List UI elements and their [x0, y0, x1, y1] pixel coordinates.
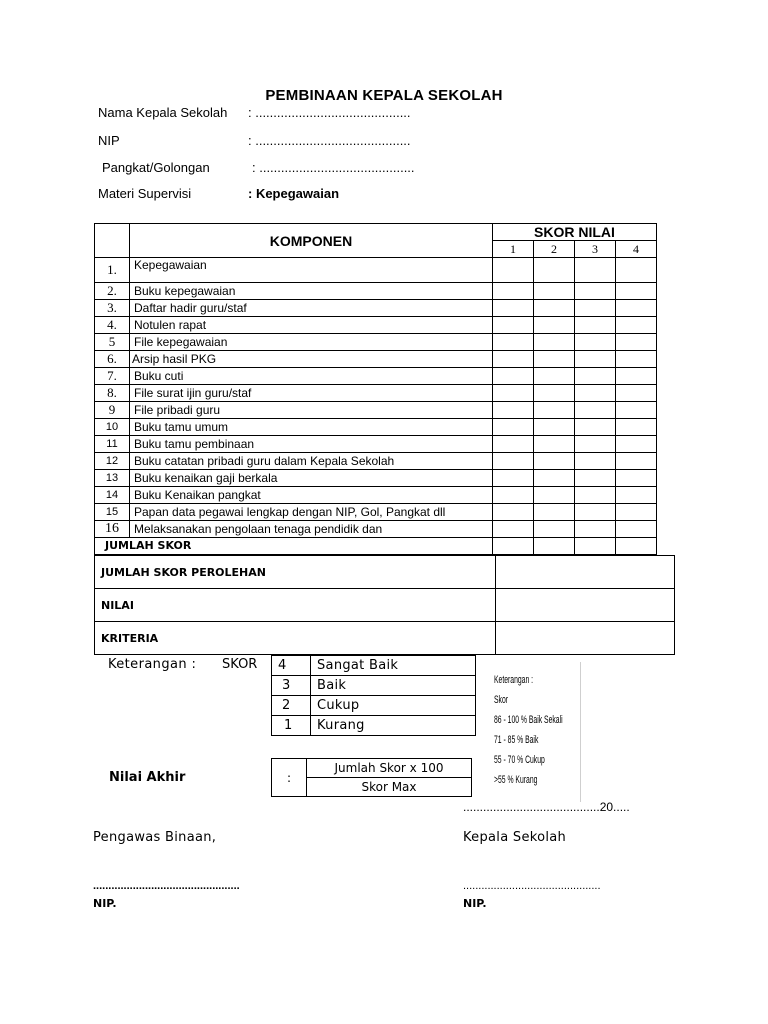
score-cell	[493, 470, 534, 487]
field-label-nama: Nama Kepala Sekolah	[98, 105, 228, 120]
date-line: .........................................20.....	[463, 800, 630, 814]
row-number: 4.	[95, 317, 130, 334]
row-component: Buku kenaikan gaji berkala	[130, 470, 493, 487]
row-component: File pribadi guru	[130, 402, 493, 419]
score-cell	[575, 504, 616, 521]
skor-value: 4	[272, 656, 311, 676]
score-cell	[616, 351, 657, 368]
score-cell	[493, 504, 534, 521]
table-row	[95, 317, 657, 334]
side-note-line: Keterangan :	[494, 674, 534, 686]
row-component: Arsip hasil PKG	[130, 351, 493, 368]
row-number: 7.	[95, 368, 130, 385]
table-row	[95, 436, 657, 453]
score-cell	[616, 470, 657, 487]
row-number: 2.	[95, 283, 130, 300]
score-cell	[534, 334, 575, 351]
side-note-line: 86 - 100 % Baik Sekali	[494, 714, 563, 726]
score-cell	[493, 436, 534, 453]
score-cell	[575, 419, 616, 436]
row-number: 11	[95, 436, 130, 453]
score-cell	[534, 470, 575, 487]
skor-value: 2	[272, 696, 311, 716]
nilai-akhir-formula	[271, 758, 472, 797]
field-label-pangkat: Pangkat/Golongan	[102, 160, 210, 175]
score-cell	[575, 470, 616, 487]
keterangan-table	[271, 655, 476, 736]
row-component: Daftar hadir guru/staf	[130, 300, 493, 317]
score-cell	[534, 487, 575, 504]
right-nip-label: NIP.	[463, 897, 487, 910]
summary-value-cell	[496, 556, 675, 589]
table-row	[95, 453, 657, 470]
score-cell	[534, 368, 575, 385]
field-value-pangkat: : ...........................................	[252, 160, 415, 175]
formula-denominator: Skor Max	[307, 778, 472, 797]
row-component: File kepegawaian	[130, 334, 493, 351]
summary-value-cell	[496, 589, 675, 622]
field-label-nip: NIP	[98, 133, 120, 148]
score-cell	[575, 385, 616, 402]
field-label-materi: Materi Supervisi	[98, 186, 192, 201]
score-cell	[575, 258, 616, 283]
side-note-line: >55 % Kurang	[494, 774, 538, 786]
score-cell	[493, 385, 534, 402]
summary-table	[94, 555, 675, 655]
score-cell	[493, 419, 534, 436]
score-cell	[493, 368, 534, 385]
score-cell	[534, 283, 575, 300]
table-row	[95, 258, 657, 283]
table-row	[95, 283, 657, 300]
keterangan-label: Keterangan :	[108, 657, 197, 672]
score-cell	[493, 283, 534, 300]
left-nip-label: NIP.	[93, 897, 117, 910]
nilai-akhir-label: Nilai Akhir	[109, 770, 186, 785]
page-title: PEMBINAAN KEPALA SEKOLAH	[265, 87, 503, 104]
score-cell	[616, 334, 657, 351]
table-row	[95, 368, 657, 385]
table-row	[95, 521, 657, 538]
score-cell	[575, 487, 616, 504]
score-cell	[493, 521, 534, 538]
score-cell	[575, 300, 616, 317]
row-number: 3.	[95, 300, 130, 317]
row-number: 14	[95, 487, 130, 504]
table-row	[95, 504, 657, 521]
score-cell	[493, 538, 534, 555]
row-component: Melaksanakan pengolaan tenaga pendidik dan	[130, 521, 493, 538]
summary-value-cell	[496, 622, 675, 655]
left-signature-line: ................................................	[93, 880, 240, 892]
skor-nilai-header: SKOR NILAI	[493, 224, 657, 241]
score-cell	[616, 419, 657, 436]
row-number: 6.	[95, 351, 130, 368]
left-signature-title: Pengawas Binaan,	[93, 830, 217, 845]
score-cell	[493, 487, 534, 504]
keterangan-skor-label: SKOR	[222, 657, 258, 672]
score-cell	[534, 521, 575, 538]
skor-desc: Sangat Baik	[311, 656, 476, 676]
row-component: File surat ijin guru/staf	[130, 385, 493, 402]
row-component: Buku catatan pribadi guru dalam Kepala Sekolah	[130, 453, 493, 470]
score-cell	[534, 385, 575, 402]
component-table	[94, 223, 657, 555]
row-number: 8.	[95, 385, 130, 402]
score-cell	[616, 402, 657, 419]
row-number: 1.	[95, 258, 130, 283]
row-number: 13	[95, 470, 130, 487]
score-cell	[534, 402, 575, 419]
score-cell	[575, 453, 616, 470]
field-value-nama: : ...........................................	[248, 105, 411, 120]
score-cell	[575, 334, 616, 351]
score-cell	[534, 453, 575, 470]
row-number: 12	[95, 453, 130, 470]
table-row	[95, 402, 657, 419]
score-cell	[575, 538, 616, 555]
divider	[580, 662, 581, 802]
score-cell	[493, 258, 534, 283]
score-cell	[534, 504, 575, 521]
row-component: Notulen rapat	[130, 317, 493, 334]
score-cell	[493, 300, 534, 317]
score-cell	[616, 368, 657, 385]
score-cell	[616, 504, 657, 521]
skor-col-1: 1	[493, 241, 534, 258]
score-cell	[616, 283, 657, 300]
score-cell	[575, 521, 616, 538]
score-cell	[616, 538, 657, 555]
no-header-cell	[95, 224, 130, 258]
table-row	[95, 300, 657, 317]
score-cell	[575, 283, 616, 300]
table-row	[95, 419, 657, 436]
score-cell	[575, 402, 616, 419]
score-cell	[616, 453, 657, 470]
table-row	[95, 334, 657, 351]
jumlah-skor-label: JUMLAH SKOR	[95, 538, 493, 555]
row-number: 16	[95, 521, 130, 538]
formula-colon: :	[272, 759, 307, 797]
row-number: 5	[95, 334, 130, 351]
score-cell	[616, 436, 657, 453]
table-row	[95, 351, 657, 368]
row-component: Buku Kenaikan pangkat	[130, 487, 493, 504]
field-value-materi: : Kepegawaian	[248, 186, 340, 201]
skor-desc: Baik	[311, 676, 476, 696]
komponen-header: KOMPONEN	[130, 224, 493, 258]
score-cell	[575, 436, 616, 453]
table-row	[95, 385, 657, 402]
row-component: Buku tamu umum	[130, 419, 493, 436]
side-note-line: 71 - 85 % Baik	[494, 734, 539, 746]
side-note	[494, 670, 563, 790]
score-cell	[493, 317, 534, 334]
side-note-line: 55 - 70 % Cukup	[494, 754, 545, 766]
score-cell	[575, 351, 616, 368]
skor-col-4: 4	[616, 241, 657, 258]
score-cell	[534, 258, 575, 283]
row-number: 15	[95, 504, 130, 521]
score-cell	[534, 351, 575, 368]
right-signature-line: .............................................	[463, 880, 601, 892]
skor-col-2: 2	[534, 241, 575, 258]
score-cell	[534, 419, 575, 436]
row-component: Papan data pegawai lengkap dengan NIP, Gol, Pangkat dll	[130, 504, 493, 521]
score-cell	[534, 538, 575, 555]
score-cell	[493, 402, 534, 419]
score-cell	[616, 385, 657, 402]
row-component: Buku tamu pembinaan	[130, 436, 493, 453]
right-signature-title: Kepala Sekolah	[463, 830, 567, 845]
summary-jumlah-skor-perolehan: JUMLAH SKOR PEROLEHAN	[95, 556, 496, 589]
score-cell	[616, 300, 657, 317]
score-cell	[575, 317, 616, 334]
score-cell	[575, 368, 616, 385]
score-cell	[493, 334, 534, 351]
score-cell	[534, 436, 575, 453]
score-cell	[616, 317, 657, 334]
side-note-line: Skor	[494, 694, 509, 706]
skor-desc: Cukup	[311, 696, 476, 716]
score-cell	[616, 258, 657, 283]
score-cell	[493, 351, 534, 368]
score-cell	[616, 487, 657, 504]
table-row	[95, 470, 657, 487]
jumlah-skor-row	[95, 538, 657, 555]
formula-numerator: Jumlah Skor x 100	[307, 759, 472, 778]
row-number: 10	[95, 419, 130, 436]
row-component: Buku kepegawaian	[130, 283, 493, 300]
row-component: Kepegawaian	[130, 258, 493, 283]
skor-desc: Kurang	[311, 716, 476, 736]
skor-value: 1	[272, 716, 311, 736]
table-row	[95, 487, 657, 504]
skor-value: 3	[272, 676, 311, 696]
row-number: 9	[95, 402, 130, 419]
score-cell	[534, 317, 575, 334]
score-cell	[493, 453, 534, 470]
score-cell	[616, 521, 657, 538]
skor-col-3: 3	[575, 241, 616, 258]
summary-kriteria: KRITERIA	[95, 622, 496, 655]
score-cell	[534, 300, 575, 317]
field-value-nip: : ...........................................	[248, 133, 411, 148]
summary-nilai: NILAI	[95, 589, 496, 622]
row-component: Buku cuti	[130, 368, 493, 385]
